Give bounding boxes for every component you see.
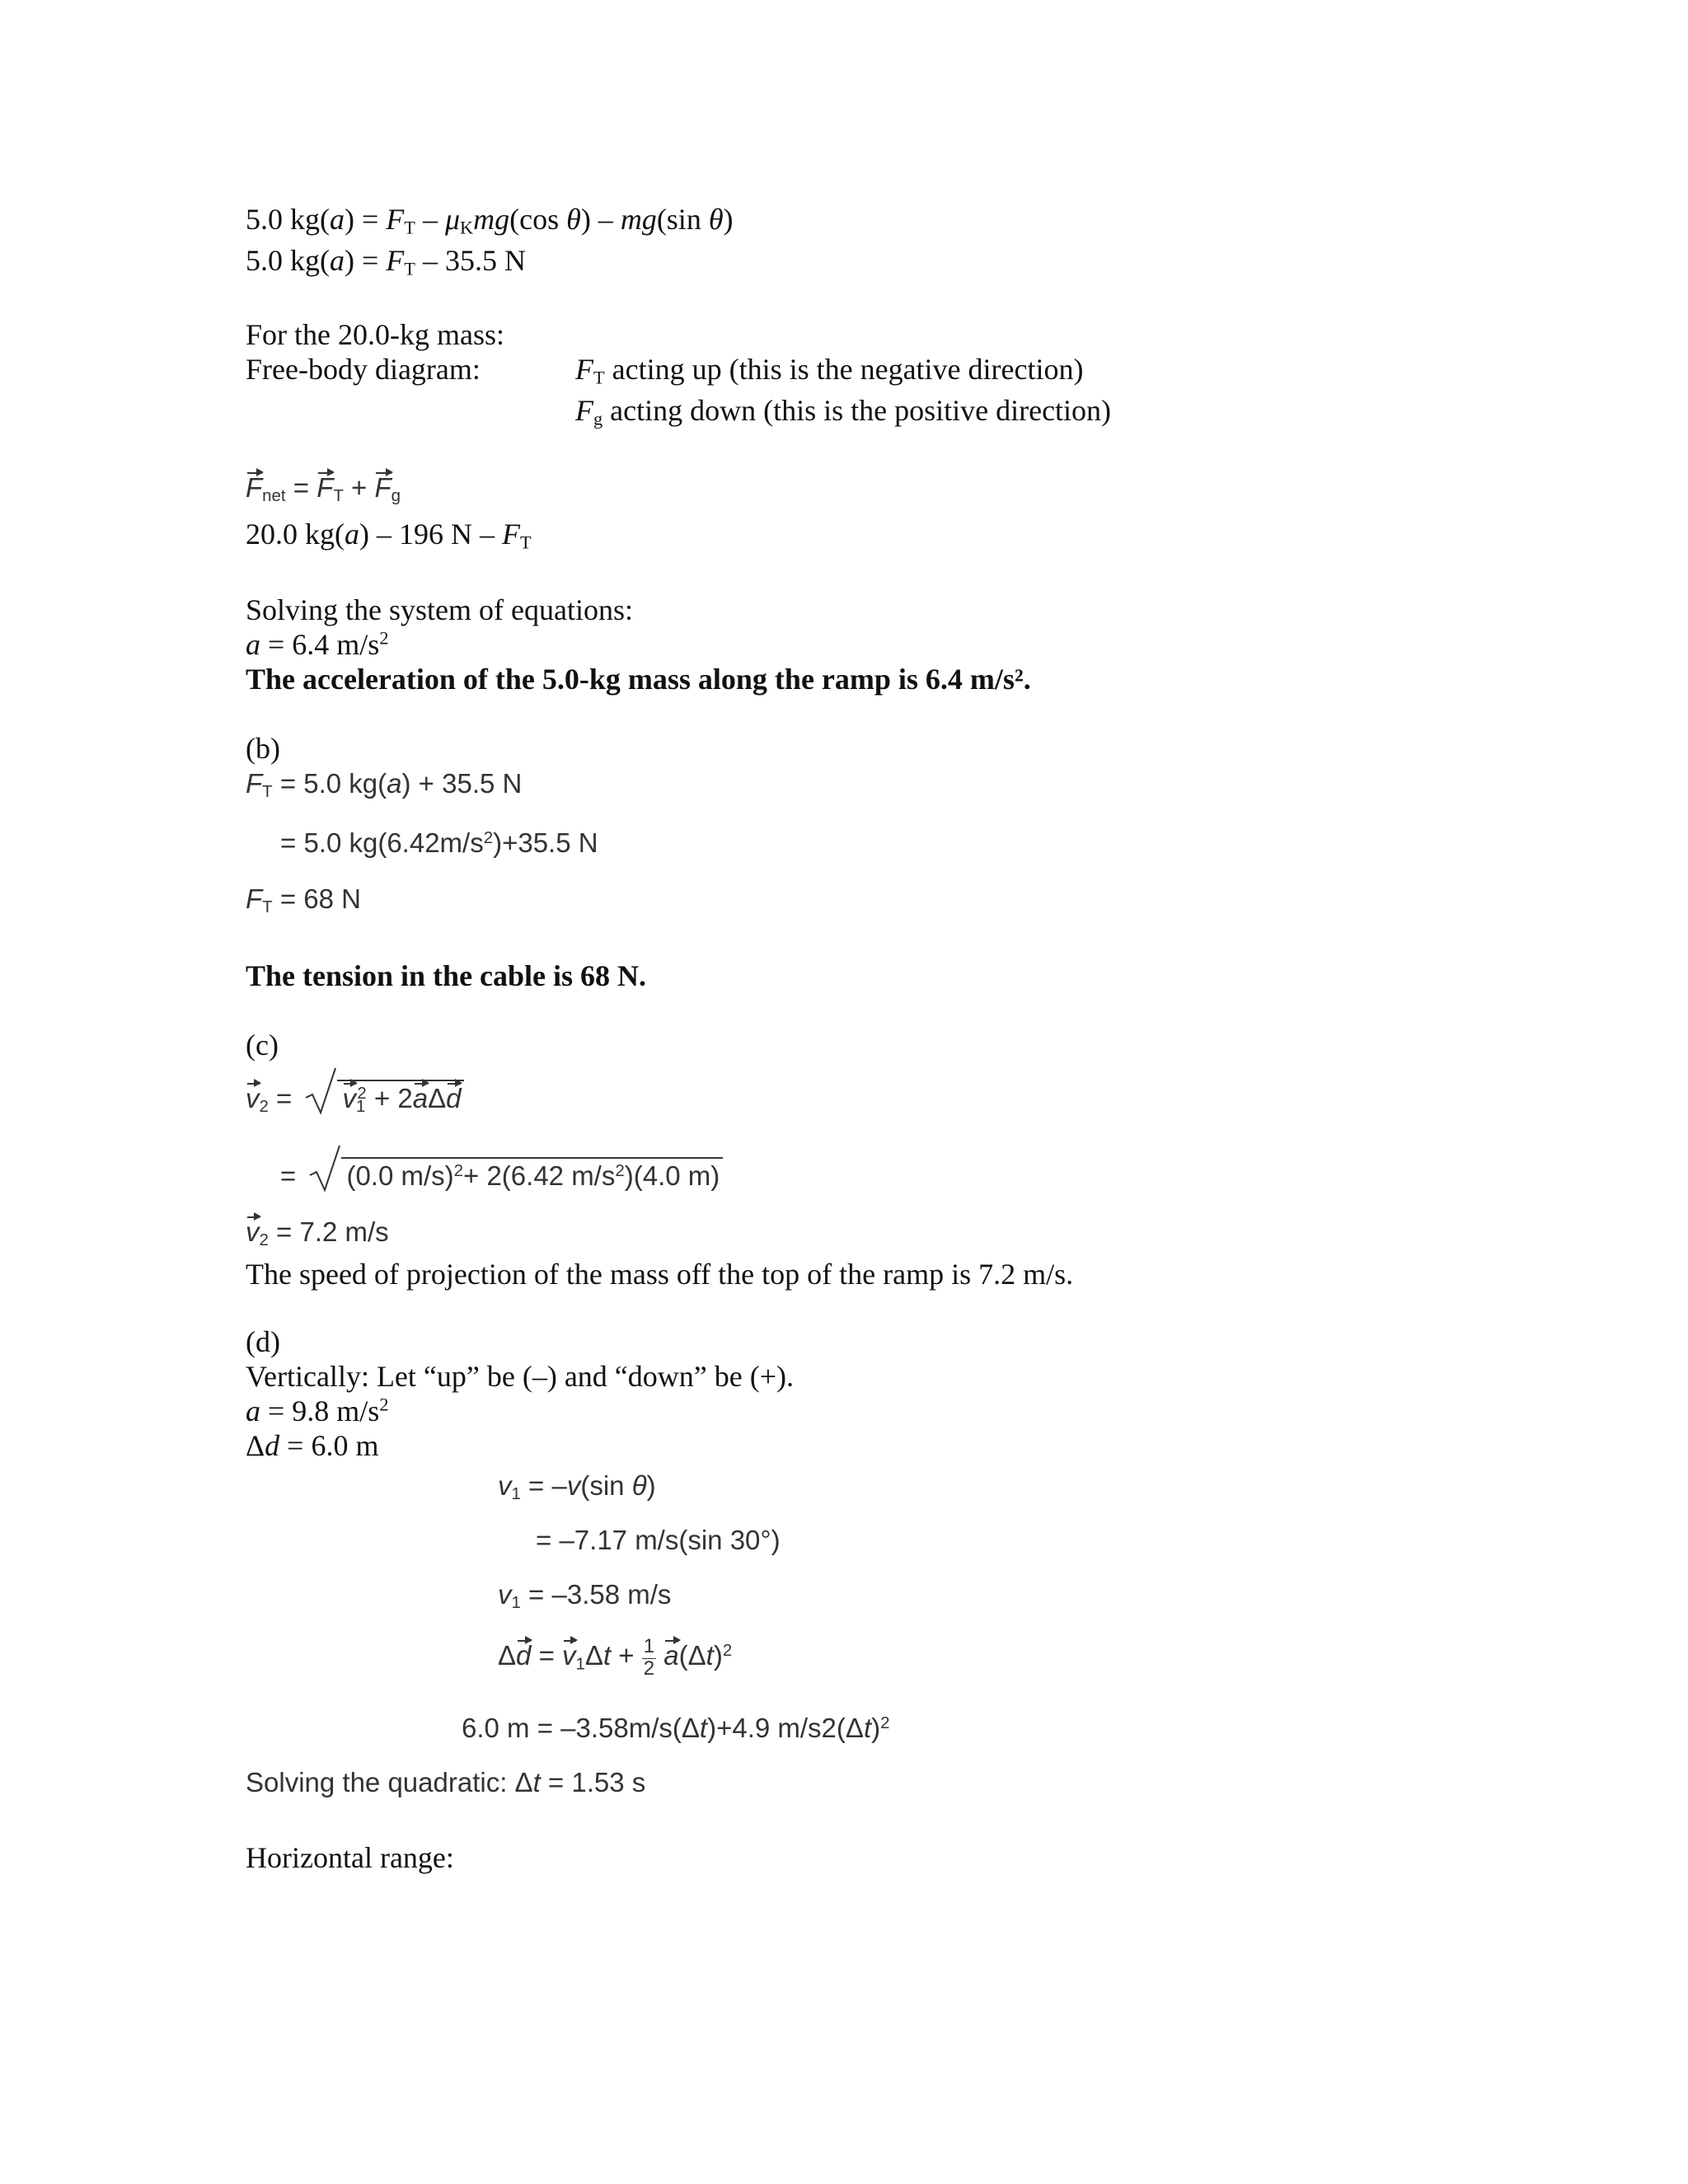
part-b-label: (b) — [246, 732, 280, 765]
speed-conclusion: The speed of projection of the mass off the top of the ramp is 7.2 m/s. — [246, 1258, 1074, 1291]
equation-20kg: 20.0 kg(a) – 196 N – $F_T$ — [246, 518, 532, 553]
horizontal-range-heading: Horizontal range: — [246, 1841, 454, 1874]
free-body-line-2: $F_g$ acting down (this is the positive direction) — [575, 394, 1112, 429]
vertical-convention: Vertically: Let “up” be (–) and “down” be (+). — [246, 1360, 795, 1393]
tension-equation-3: $F_T = 68$ N — [246, 883, 361, 917]
v1-equation-2: = –7.17 m/s(sin 30°) — [536, 1525, 781, 1555]
velocity-result: $v_2 = 7.2$ m/s — [246, 1216, 389, 1250]
free-body-line-1: $F_T$ acting up (this is the negative direction) — [575, 353, 1084, 388]
fnet-vector-equation: $F_{net} = F_T + F_g$ — [246, 472, 401, 506]
tension-conclusion: The tension in the cable is 68 N. — [246, 959, 647, 992]
velocity-formula: $v_2$ = $v_1^2 + 2a\Delta d$ — [246, 1080, 464, 1112]
v1-equation-1: $v_1 = -v(\sin$ θ) — [498, 1470, 656, 1504]
equation-line-1: 5.0 $kg(a) = F_T - \mu_Kmg(\cos$ θ) – mg(sin θ) — [246, 203, 734, 238]
tension-equation-2: = 5.0 $kg(6.42m/s^2)+35.5$ N — [280, 827, 598, 858]
v1-equation-3: $v_1 = -3.58$ m/s — [498, 1579, 672, 1613]
solving-system-heading: Solving the system of equations: — [246, 593, 633, 626]
quadratic-equation: 6.0 m = –3.58m/s(Δt)+4.9 $m/s2(\Delta t)^2$ — [462, 1713, 890, 1743]
free-body-label: Free-body diagram: — [246, 353, 481, 386]
equation-line-2: 5.0 $kg(a) = F_T - 35.5$ N — [246, 244, 526, 279]
part-d-label: (d) — [246, 1325, 280, 1358]
vertical-acceleration: a = 9.8 $m/s^2$ — [246, 1394, 389, 1427]
mass-20-heading: For the 20.0-kg mass: — [246, 318, 504, 351]
velocity-substitution: = (0.0 m/s)$^2$+ 2(6.42 $m/s^2)(4.0$ m) — [280, 1157, 723, 1189]
acceleration-conclusion: The acceleration of the 5.0-kg mass along the ramp is 6.4 m/s². — [246, 663, 1031, 696]
square-root-symbol: $v_1^2 + 2a\Delta d$ — [304, 1080, 464, 1112]
quadratic-solution: Solving the quadratic: Δt = 1.53 s — [246, 1767, 646, 1797]
displacement-kinematic-equation: $\Delta d = v_1\Delta t$ + $\frac{1}{2}$ $a(\Delta t)^2$ — [498, 1635, 733, 1680]
square-root-symbol-2: (0.0 m/s)$^2$+ 2(6.42 $m/s^2)(4.0$ m) — [308, 1157, 723, 1189]
tension-equation-1: $F_T = 5.0$ kg(a) + 35.5 N — [246, 768, 523, 802]
acceleration-value: a = 6.4 $m/s^2$ — [246, 627, 389, 661]
one-half-fraction: $\frac{1}{2}$ — [643, 1635, 655, 1680]
vertical-displacement: Δd = 6.0 m — [246, 1429, 379, 1462]
part-c-label: (c) — [246, 1029, 279, 1062]
